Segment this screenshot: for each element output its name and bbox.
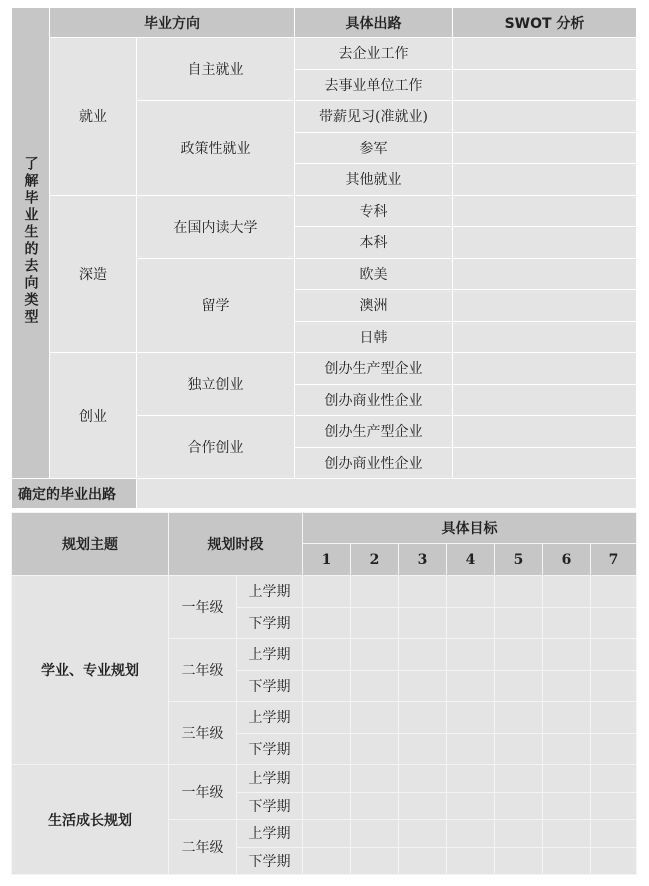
- term-label: 下学期: [237, 607, 303, 639]
- swot-cell[interactable]: [453, 227, 637, 259]
- goal-cell[interactable]: [351, 765, 399, 793]
- goal-cell[interactable]: [303, 765, 351, 793]
- goal-cell[interactable]: [591, 733, 637, 765]
- goal-cell[interactable]: [399, 765, 447, 793]
- goal-cell[interactable]: [303, 576, 351, 608]
- swot-cell[interactable]: [453, 353, 637, 385]
- grade-label: 一年级: [169, 765, 237, 820]
- goal-number: 7: [591, 544, 637, 576]
- goal-cell[interactable]: [543, 792, 591, 820]
- swot-cell[interactable]: [453, 132, 637, 164]
- path-cell: 澳洲: [295, 290, 453, 322]
- swot-cell[interactable]: [453, 195, 637, 227]
- goal-cell[interactable]: [303, 702, 351, 734]
- goal-cell[interactable]: [543, 576, 591, 608]
- sub-cooperative-startup: 合作创业: [137, 416, 295, 479]
- goal-number: 1: [303, 544, 351, 576]
- goal-cell[interactable]: [447, 702, 495, 734]
- path-cell: 日韩: [295, 321, 453, 353]
- goal-cell[interactable]: [447, 765, 495, 793]
- goal-cell[interactable]: [591, 607, 637, 639]
- goal-cell[interactable]: [303, 820, 351, 848]
- category-startup: 创业: [50, 353, 137, 479]
- goal-cell[interactable]: [591, 792, 637, 820]
- goal-cell[interactable]: [447, 576, 495, 608]
- goal-cell[interactable]: [495, 733, 543, 765]
- goal-cell[interactable]: [543, 639, 591, 671]
- goal-cell[interactable]: [447, 607, 495, 639]
- sub-self-employment: 自主就业: [137, 38, 295, 101]
- header-swot: SWOT 分析: [453, 8, 637, 38]
- goal-cell[interactable]: [399, 820, 447, 848]
- swot-cell[interactable]: [453, 447, 637, 479]
- term-label: 上学期: [237, 576, 303, 608]
- term-label: 上学期: [237, 820, 303, 848]
- planning-table: [11, 512, 637, 875]
- confirmed-path-label: 确定的毕业出路: [12, 479, 137, 509]
- goal-number: 5: [495, 544, 543, 576]
- goal-cell[interactable]: [591, 765, 637, 793]
- term-label: 下学期: [237, 847, 303, 875]
- goal-cell[interactable]: [543, 733, 591, 765]
- goal-cell[interactable]: [591, 670, 637, 702]
- goal-cell[interactable]: [399, 670, 447, 702]
- goal-cell[interactable]: [303, 733, 351, 765]
- goal-cell[interactable]: [399, 847, 447, 875]
- graduation-direction-table: [11, 7, 637, 509]
- sub-domestic-study: 在国内读大学: [137, 195, 295, 258]
- category-study: 深造: [50, 195, 137, 353]
- goal-cell[interactable]: [447, 847, 495, 875]
- goal-cell[interactable]: [495, 639, 543, 671]
- term-label: 下学期: [237, 792, 303, 820]
- swot-cell[interactable]: [453, 384, 637, 416]
- header-direction: 毕业方向: [50, 8, 295, 38]
- term-label: 上学期: [237, 765, 303, 793]
- goal-cell[interactable]: [351, 792, 399, 820]
- header-theme: 规划主题: [12, 513, 169, 576]
- swot-cell[interactable]: [453, 321, 637, 353]
- goal-cell[interactable]: [351, 607, 399, 639]
- goal-cell[interactable]: [399, 607, 447, 639]
- path-cell: 创办生产型企业: [295, 416, 453, 448]
- path-cell: 本科: [295, 227, 453, 259]
- term-label: 上学期: [237, 702, 303, 734]
- path-cell: 创办商业性企业: [295, 384, 453, 416]
- path-cell: 其他就业: [295, 164, 453, 196]
- goal-cell[interactable]: [591, 576, 637, 608]
- theme-life: 生活成长规划: [12, 765, 169, 875]
- goal-cell[interactable]: [447, 639, 495, 671]
- goal-number: 6: [543, 544, 591, 576]
- path-cell: 专科: [295, 195, 453, 227]
- swot-cell[interactable]: [453, 416, 637, 448]
- goal-number: 4: [447, 544, 495, 576]
- term-label: 下学期: [237, 733, 303, 765]
- side-label-cell: [12, 8, 50, 479]
- goal-cell[interactable]: [303, 607, 351, 639]
- goal-cell[interactable]: [351, 670, 399, 702]
- path-cell: 去企业工作: [295, 38, 453, 70]
- goal-cell[interactable]: [591, 820, 637, 848]
- goal-number: 2: [351, 544, 399, 576]
- goal-cell[interactable]: [495, 792, 543, 820]
- goal-cell[interactable]: [351, 847, 399, 875]
- term-label: 上学期: [237, 639, 303, 671]
- swot-cell[interactable]: [453, 258, 637, 290]
- goal-cell[interactable]: [495, 607, 543, 639]
- path-cell: 创办生产型企业: [295, 353, 453, 385]
- theme-academic: 学业、专业规划: [12, 576, 169, 765]
- goal-cell[interactable]: [543, 820, 591, 848]
- goal-cell[interactable]: [495, 670, 543, 702]
- category-employment: 就业: [50, 38, 137, 196]
- goal-cell[interactable]: [447, 820, 495, 848]
- header-goals: 具体目标: [303, 513, 637, 544]
- sub-independent-startup: 独立创业: [137, 353, 295, 416]
- swot-cell[interactable]: [453, 38, 637, 70]
- confirmed-path-field[interactable]: [137, 479, 637, 509]
- goal-cell[interactable]: [303, 670, 351, 702]
- goal-cell[interactable]: [543, 847, 591, 875]
- goal-cell[interactable]: [495, 765, 543, 793]
- swot-cell[interactable]: [453, 290, 637, 322]
- goal-cell[interactable]: [351, 576, 399, 608]
- goal-cell[interactable]: [351, 733, 399, 765]
- swot-cell[interactable]: [453, 164, 637, 196]
- goal-cell[interactable]: [447, 792, 495, 820]
- header-path: 具体出路: [295, 8, 453, 38]
- goal-cell[interactable]: [447, 733, 495, 765]
- grade-label: 二年级: [169, 639, 237, 702]
- goal-cell[interactable]: [351, 702, 399, 734]
- goal-cell[interactable]: [303, 639, 351, 671]
- goal-cell[interactable]: [495, 847, 543, 875]
- path-cell: 带薪见习(准就业): [295, 101, 453, 133]
- goal-cell[interactable]: [399, 639, 447, 671]
- goal-cell[interactable]: [543, 670, 591, 702]
- goal-cell[interactable]: [303, 792, 351, 820]
- goal-cell[interactable]: [303, 847, 351, 875]
- path-cell: 创办商业性企业: [295, 447, 453, 479]
- goal-cell[interactable]: [495, 820, 543, 848]
- sub-policy-employment: 政策性就业: [137, 101, 295, 196]
- goal-cell[interactable]: [399, 576, 447, 608]
- goal-cell[interactable]: [591, 847, 637, 875]
- goal-cell[interactable]: [591, 702, 637, 734]
- sub-study-abroad: 留学: [137, 258, 295, 353]
- goal-cell[interactable]: [447, 670, 495, 702]
- goal-cell[interactable]: [495, 576, 543, 608]
- goal-cell[interactable]: [399, 733, 447, 765]
- swot-cell[interactable]: [453, 69, 637, 101]
- grade-label: 三年级: [169, 702, 237, 765]
- goal-cell[interactable]: [543, 765, 591, 793]
- goal-cell[interactable]: [543, 702, 591, 734]
- path-cell: 去事业单位工作: [295, 69, 453, 101]
- term-label: 下学期: [237, 670, 303, 702]
- goal-cell[interactable]: [495, 702, 543, 734]
- goal-cell[interactable]: [399, 702, 447, 734]
- path-cell: 欧美: [295, 258, 453, 290]
- grade-label: 一年级: [169, 576, 237, 639]
- side-label: 了解毕业生的去向类型: [22, 156, 39, 326]
- path-cell: 参军: [295, 132, 453, 164]
- goal-cell[interactable]: [399, 792, 447, 820]
- goal-number: 3: [399, 544, 447, 576]
- header-period: 规划时段: [169, 513, 303, 576]
- swot-cell[interactable]: [453, 101, 637, 133]
- goal-cell[interactable]: [591, 639, 637, 671]
- goal-cell[interactable]: [543, 607, 591, 639]
- goal-cell[interactable]: [351, 639, 399, 671]
- goal-cell[interactable]: [351, 820, 399, 848]
- grade-label: 二年级: [169, 820, 237, 875]
